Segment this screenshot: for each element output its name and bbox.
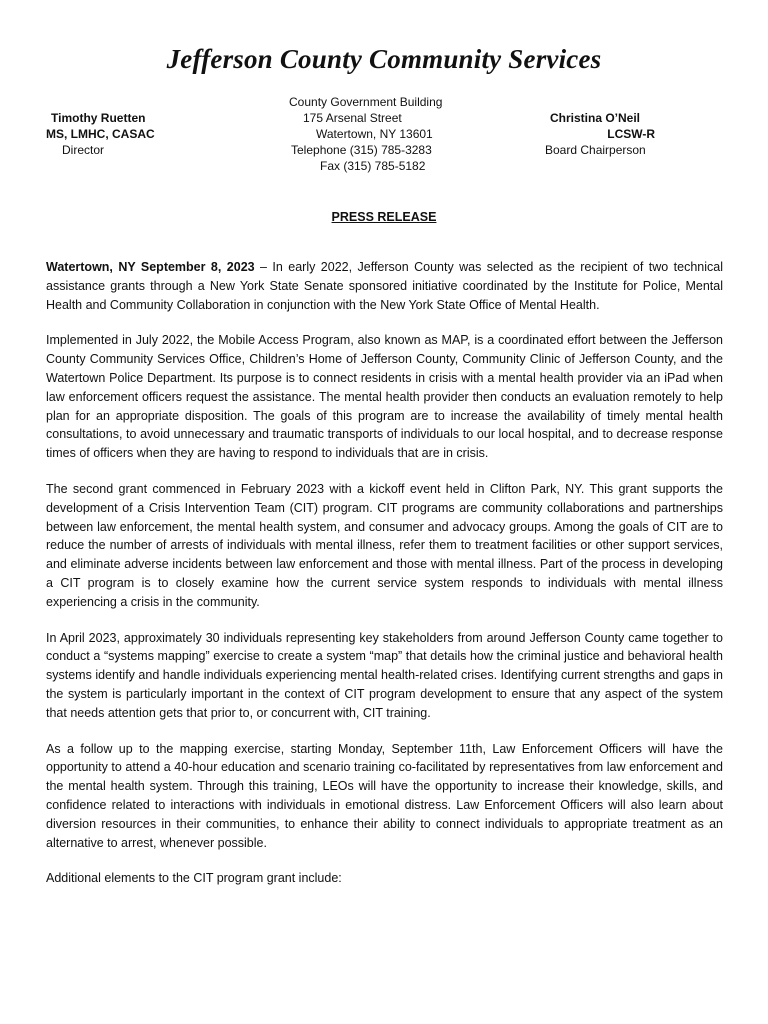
director-name: Timothy Ruetten [51, 111, 146, 125]
dateline: Watertown, NY September 8, 2023 [46, 260, 255, 274]
address-building: County Government Building [289, 95, 443, 109]
press-release-heading: PRESS RELEASE [331, 210, 437, 224]
chairperson-credentials: LCSW-R [607, 127, 655, 141]
address-block [289, 94, 489, 174]
director-block [46, 110, 155, 158]
director-credentials: MS, LMHC, CASAC [46, 127, 155, 141]
address-street: 175 Arsenal Street [303, 111, 402, 125]
paragraph-intro [46, 258, 723, 314]
press-release-body [46, 258, 723, 905]
paragraph-map: Implemented in July 2022, the Mobile Access Program, also known as MAP, is a coordinated effort between the Jefferson County Community Services Office, Children’s Home of Jefferson County, Community Clinic of Jefferson County, and the Watertown Police Department. Its purpose is to connect residents in crisis with a mental health provider via an iPad when law enforcement officers request the assistance. The mental health provider then conducts an evaluation remotely to help plan for an appropriate disposition. The goals of this program are to increase the availability of timely mental health consultations, to avoid unnecessary and traumatic transports of individuals to our local hospital, and to decrease response times of officers when they are having to respond to individuals that are in crisis. [46, 333, 723, 461]
chairperson-name: Christina O’Neil [550, 111, 641, 125]
address-fax: Fax (315) 785-5182 [320, 159, 426, 173]
director-role: Director [62, 143, 105, 157]
chairperson-block [545, 110, 655, 158]
paragraph-training: As a follow up to the mapping exercise, starting Monday, September 11th, Law Enforcement Officers will have the opportunity to attend a 40-hour education and scenario training co-facilitated by representatives from law enforcement and the mental health system. Through this training, LEOs will have the opportunity to increase their knowledge, skills, and confidence related to interactions with individuals in emotional distress. Law Enforcement Officers will also learn about diversion resources in their communities, to enhance their ability to connect individuals to appropriate treatment as an alternative to arrest, whenever possible. [46, 741, 723, 850]
paragraph-systems-mapping: In April 2023, approximately 30 individuals representing key stakeholders from around Jefferson County came together to conduct a “systems mapping” exercise to create a system “map” that details how the criminal justice and behavioral health systems identify and handle individuals experiencing mental health-related crises. Identifying current strengths and gaps in the system is particularly important in the context of CIT program development to ensure that any aspect of the system that needs attention gets that prior to, or concurrent with, CIT training. [46, 630, 723, 720]
paragraph-cit-grant: The second grant commenced in February 2023 with a kickoff event held in Clifton Park, NY. This grant supports the development of a Crisis Intervention Team (CIT) program. CIT programs are community collaborations and partnerships between law enforcement, the mental health system, and consumer and advocacy groups. Among the goals of CIT are to reduce the number of arrests of individuals with mental illness, refer them to treatment facilities or other support services, and eliminate adverse incidents between law enforcement and those with mental illness. Part of the process in developing a CIT program is to closely examine how the current service system responds to individuals with mental illness experiencing a crisis in the community. [46, 481, 723, 609]
chairperson-role: Board Chairperson [545, 143, 646, 157]
paragraph-additional-elements: Additional elements to the CIT program grant include: [46, 871, 342, 886]
organization-title: Jefferson County Community Services [166, 44, 602, 74]
paragraph-intro-text: – In early 2022, Jefferson County was selected as the recipient of two technical assistance grants through a New York State Senate sponsored initiative coordinated by the Institute for Police, Mental Health and Community Collaboration in conjunction with the New York State Office of Mental Health. [46, 260, 723, 312]
address-telephone: Telephone (315) 785-3283 [291, 143, 432, 157]
address-city: Watertown, NY 13601 [316, 127, 433, 141]
